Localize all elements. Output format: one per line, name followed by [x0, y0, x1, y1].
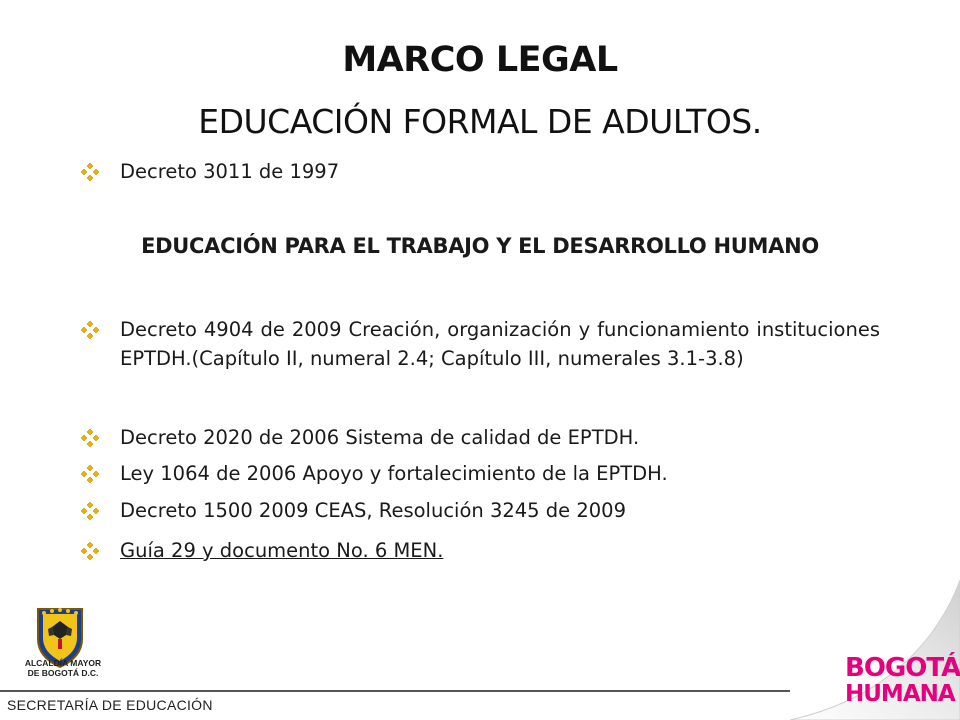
list-item: [80, 459, 880, 488]
slide-subtitle: EDUCACIÓN FORMAL DE ADULTOS.: [198, 102, 762, 141]
four-diamond-bullet-icon: [80, 428, 100, 448]
alcaldia-line-1: ALCALDÍA MAYOR: [24, 658, 102, 668]
alcaldia-label: [8, 658, 118, 678]
bullet-text: Ley 1064 de 2006 Apoyo y fortalecimiento de la EPTDH.: [120, 462, 668, 485]
list-item: [80, 423, 880, 452]
bullet-text: Decreto 4904 de 2009 Creación, organización y funcionamiento instituciones EPTDH.(Capítulo II, numeral 2.4; Capítulo III, numerales 3.1-3.8): [120, 318, 880, 370]
four-diamond-bullet-icon: [80, 541, 100, 561]
four-diamond-bullet-icon: [80, 320, 100, 340]
bullet-text: Decreto 3011 de 1997: [120, 160, 340, 183]
list-item: [80, 157, 880, 186]
slide-title: MARCO LEGAL: [342, 40, 618, 80]
four-diamond-bullet-icon: [80, 464, 100, 484]
logo-line-2: HUMANA: [845, 681, 955, 707]
bullet-text: Decreto 2020 de 2006 Sistema de calidad de EPTDH.: [120, 426, 640, 449]
secretaria-label: SECRETARÍA DE EDUCACIÓN: [7, 697, 213, 713]
section-heading: EDUCACIÓN PARA EL TRABAJO Y EL DESARROLLO HUMANO: [141, 234, 819, 258]
four-diamond-bullet-icon: [80, 162, 100, 182]
logo-line-1: BOGOTÁ: [845, 653, 960, 683]
bullet-text: Decreto 1500 2009 CEAS, Resolución 3245 de 2009: [120, 499, 626, 522]
footer-divider: [0, 690, 790, 692]
list-item: [80, 536, 880, 565]
list-item: [80, 315, 880, 373]
bogota-humana-logo: [845, 653, 960, 710]
alcaldia-line-2: DE BOGOTÁ D.C.: [27, 668, 99, 678]
guia-29-link[interactable]: Guía 29 y documento No. 6 MEN.: [120, 539, 444, 562]
list-item: [80, 496, 880, 525]
four-diamond-bullet-icon: [80, 501, 100, 521]
